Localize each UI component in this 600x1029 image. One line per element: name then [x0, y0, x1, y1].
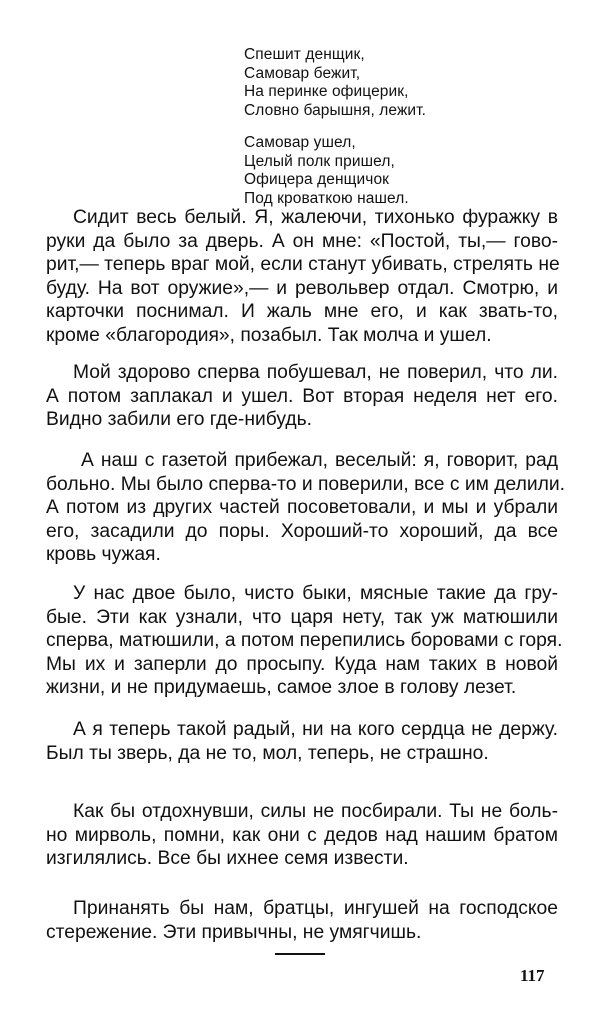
paragraph-line: А наш с газетой прибежал, веселый: я, говорит, рад [81, 450, 558, 471]
poem-stanza [244, 134, 426, 208]
paragraph-line: Как бы отдохнувши, силы не посбирали. Ты не боль- [73, 801, 558, 822]
paragraph-line: стережение. Эти привычны, не умягчишь. [46, 921, 422, 943]
paragraph-line: Видно забили его где-нибудь. [46, 409, 313, 430]
poem-line: Под кроваткою нашел. [244, 189, 409, 207]
page-number: 117 [520, 966, 545, 985]
paragraph-line: руки да было за дверь. А он мне: «Постой, ты,— гово- [46, 230, 558, 252]
paragraph-line: буду. На вот оружие»,— и револьвер отдал. Смотрю, и [46, 277, 558, 299]
paragraph [46, 206, 558, 347]
section-divider [275, 953, 325, 955]
paragraph-line: изгилялись. Все бы ихнее семя извести. [46, 848, 409, 869]
paragraph [46, 718, 558, 765]
paragraph-line: Был ты зверь, да не то, мол, теперь, не страшно. [46, 742, 489, 764]
paragraph-line: жизни, и не придумаешь, самое злое в голову лезет. [46, 677, 517, 698]
paragraph-line: Сидит весь белый. Я, жалеючи, тихонько фуражку в [73, 207, 558, 228]
paragraph-line: кроме «благородия», позабыл. Так молча и ушел. [46, 324, 492, 346]
paragraph-line: А потом заплакал и ушел. Вот вторая неделя нет его. [46, 385, 558, 407]
poem-line: Целый полк пришел, [244, 152, 395, 170]
paragraph-line: кровь чужая. [46, 544, 161, 565]
paragraph-line: Мой здорово сперва побушевал, не поверил, что ли. [73, 362, 558, 383]
poem-line: Офицера денщичок [244, 171, 390, 188]
paragraph-line: карточки поснимал. И жаль мне его, и как звать-то, [46, 301, 558, 322]
paragraph-line: сперва, матюшили, а потом перепились боровами с горя. [46, 630, 563, 651]
poem-block [244, 46, 426, 208]
paragraph-line: больно. Мы было сперва-то и поверили, все с им делили. [46, 473, 565, 495]
paragraph-line: его, засадили до поры. Хороший-то хороший, да все [46, 520, 558, 542]
paragraph-line: бые. Эти как узнали, что царя нету, так уж матюшили [46, 606, 558, 628]
poem-line: Самовар бежит, [244, 64, 361, 82]
poem-line: На перинке офицерик, [244, 83, 409, 100]
poem-stanza [244, 46, 426, 120]
paragraph-line: но мирволь, помни, как они с дедов над нашим братом [46, 824, 558, 846]
paragraph [46, 800, 558, 871]
paragraph-line: А потом из других частей посоветовали, и мы и убрали [46, 497, 558, 518]
poem-line: Самовар ушел, [244, 134, 356, 151]
paragraph [46, 582, 563, 700]
poem-line: Словно барышня, лежит. [244, 101, 427, 119]
paragraph-line: Принанять бы нам, братцы, ингушей на господское [73, 898, 558, 919]
paragraph-line: У нас двое было, чисто быки, мясные такие да гру- [73, 583, 558, 604]
paragraph [46, 897, 558, 944]
paragraph-line: Мы их и заперли до просыпу. Куда нам таких в новой [46, 653, 558, 675]
paragraph [46, 449, 565, 567]
paragraph-line: А я теперь такой радый, ни на кого сердца не держу. [73, 719, 558, 740]
poem-line: Спешит денщик, [244, 46, 365, 63]
paragraph-line: рит,— теперь враг мой, если станут убивать, стрелять не [46, 254, 560, 275]
paragraph [46, 361, 558, 432]
